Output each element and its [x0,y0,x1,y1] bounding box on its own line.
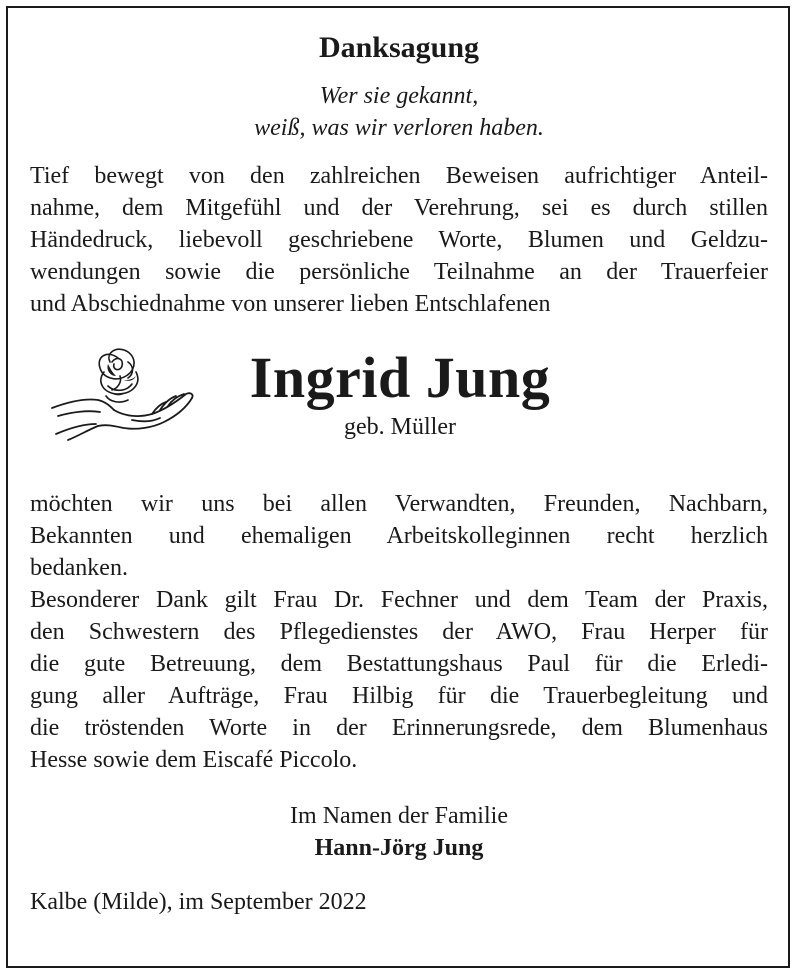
deceased-name: Ingrid Jung [249,345,551,410]
thanks-line: die tröstenden Worte in der Erinnerungsrede, dem Blumenhaus [30,715,768,741]
thanks-line: gung aller Aufträge, Frau Hilbig für die Trauerbegleitung und [30,683,768,709]
notice-title: Danksagung [318,31,480,64]
deceased-block [30,330,768,480]
thanks-line: die gute Betreuung, dem Bestattungshaus Paul für die Erledi- [30,651,768,677]
hands-holding-rose-icon [48,336,198,446]
thanks-line: Bekannten und ehemaligen Arbeitskolleginnen recht herzlich [30,523,768,549]
maiden-name: geb. Müller [344,414,456,440]
motto-line: weiß, was wir verloren haben. [254,115,544,141]
thanks-line: Besonderer Dank gilt Frau Dr. Fechner und dem Team der Praxis, [30,587,768,613]
intro-line: Händedruck, liebevoll geschriebene Worte, Blumen und Geldzu- [30,227,768,253]
signature-name: Hann-Jörg Jung [314,835,484,861]
motto [30,80,768,144]
intro-line: Tief bewegt von den zahlreichen Beweisen aufrichtiger Anteil- [30,163,768,189]
obituary-notice [30,28,768,918]
thanks-line: den Schwestern des Pflegedienstes der AWO, Frau Herper für [30,619,768,645]
intro-line: und Abschiednahme von unserer lieben Entschlafenen [30,291,551,317]
thanks-line: bedanken. [30,555,128,581]
motto-line: Wer sie gekannt, [319,83,479,109]
signature-line: Im Namen der Familie [290,803,508,829]
intro-line: wendungen sowie die persönliche Teilnahme an der Trauerfeier [30,259,768,285]
intro-paragraph [30,160,768,320]
place-date: Kalbe (Milde), im September 2022 [30,889,367,915]
thanks-line: möchten wir uns bei allen Verwandten, Freunden, Nachbarn, [30,491,768,517]
thanks-line: Hesse sowie dem Eiscafé Piccolo. [30,747,358,773]
thanks-paragraph [30,488,768,776]
intro-line: nahme, dem Mitgefühl und der Verehrung, sei es durch stillen [30,195,768,221]
